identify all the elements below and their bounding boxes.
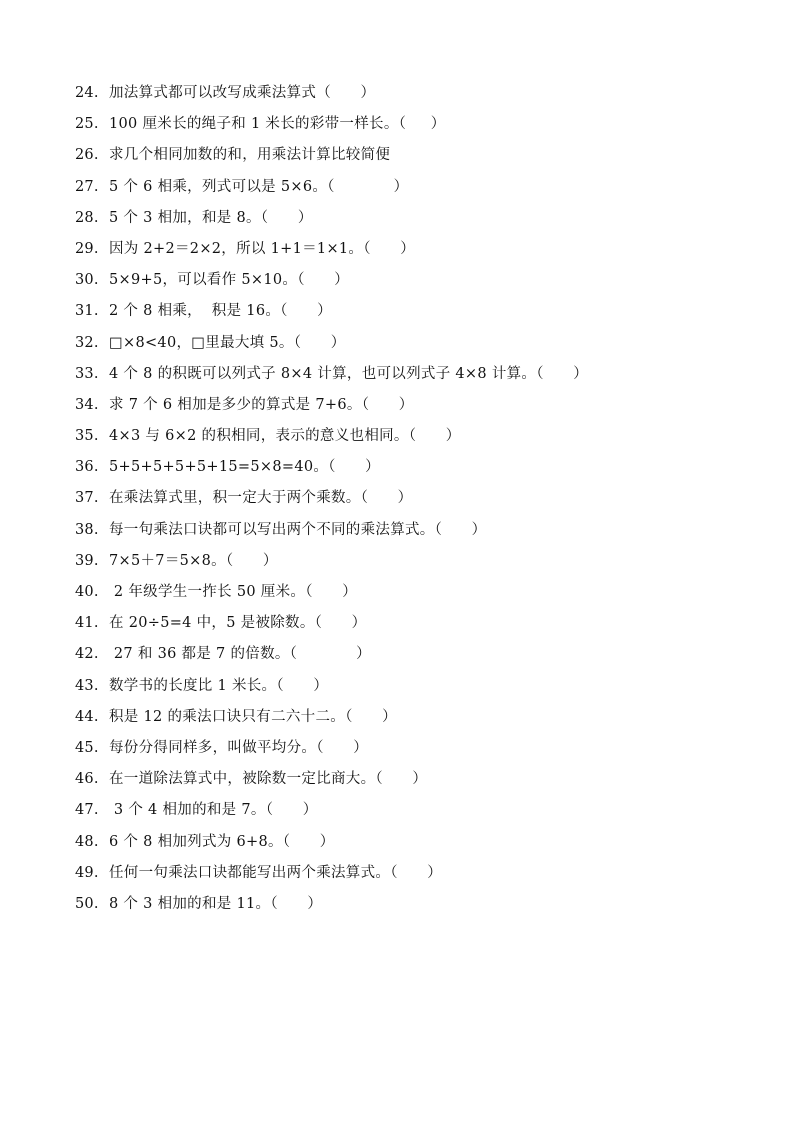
question-item <box>75 827 755 858</box>
question-item <box>75 140 755 171</box>
question-item <box>75 795 755 826</box>
question-text: 加法算式都可以改写成乘法算式（ ） <box>109 85 376 101</box>
question-text: 在乘法算式里，积一定大于两个乘数。（ ） <box>109 490 413 507</box>
question-number: 43. <box>75 677 99 694</box>
question-text: 求几个相同加数的和，用乘法计算比较简便 <box>109 147 391 164</box>
question-number: 35. <box>75 428 99 445</box>
question-number: 38. <box>75 521 99 538</box>
question-item <box>75 889 755 920</box>
question-text: 任何一句乘法口诀都能写出两个乘法算式。（ ） <box>109 864 443 881</box>
question-item <box>75 702 755 733</box>
question-item <box>75 390 755 421</box>
question-item <box>75 483 755 514</box>
question-text: 6 个 8 相加列式为 6+8。（ ） <box>109 833 335 850</box>
question-text: 5×9+5，可以看作 5×10。（ ） <box>109 272 350 289</box>
question-item <box>75 608 755 639</box>
question-item <box>75 265 755 296</box>
question-item <box>75 296 755 327</box>
question-number: 30. <box>75 272 99 289</box>
question-number: 41. <box>75 615 99 632</box>
question-number: 45. <box>75 739 99 756</box>
question-number: 29. <box>75 240 99 257</box>
question-text: 2 个 8 相乘， 积是 16。（ ） <box>109 303 332 320</box>
question-item <box>75 328 755 359</box>
question-number: 33. <box>75 365 99 382</box>
question-item <box>75 78 755 109</box>
question-item <box>75 452 755 483</box>
question-number: 24. <box>75 85 99 101</box>
question-number: 48. <box>75 833 99 850</box>
question-text: 数学书的长度比 1 米长。（ ） <box>109 677 329 694</box>
question-item <box>75 764 755 795</box>
question-item <box>75 733 755 764</box>
question-number: 28. <box>75 209 99 226</box>
question-item <box>75 172 755 203</box>
question-item <box>75 203 755 234</box>
question-text: 2 年级学生一拃长 50 厘米。（ ） <box>109 584 358 600</box>
question-number: 27. <box>75 178 99 195</box>
question-number: 46. <box>75 771 99 788</box>
question-text: 4 个 8 的积既可以列式子 8×4 计算，也可以列式子 4×8 计算。（ ） <box>109 365 589 382</box>
question-item <box>75 421 755 452</box>
question-number: 50. <box>75 895 99 912</box>
question-text: 3 个 4 相加的和是 7。（ ） <box>109 802 318 819</box>
question-number: 31. <box>75 303 99 320</box>
question-text: 每一句乘法口诀都可以写出两个不同的乘法算式。（ ） <box>109 521 487 538</box>
question-text: 在一道除法算式中，被除数一定比商大。（ ） <box>109 771 428 788</box>
question-item <box>75 515 755 546</box>
question-text: 27 和 36 都是 7 的倍数。（ ） <box>109 646 371 663</box>
question-text: 每份分得同样多，叫做平均分。（ ） <box>109 739 369 756</box>
question-text: 7×5＋7＝5×8。（ ） <box>109 552 278 569</box>
question-number: 49. <box>75 864 99 881</box>
question-text: 5 个 6 相乘，列式可以是 5×6。（ ） <box>109 178 409 195</box>
question-text: 5+5+5+5+5+15=5×8=40。（ ） <box>109 459 380 476</box>
question-item <box>75 359 755 390</box>
question-text: 求 7 个 6 相加是多少的算式是 7+6。（ ） <box>109 396 414 413</box>
question-text: 8 个 3 相加的和是 11。（ ） <box>109 895 323 912</box>
question-text: 4×3 与 6×2 的积相同，表示的意义也相同。（ ） <box>109 428 461 445</box>
question-text: 在 20÷5=4 中，5 是被除数。（ ） <box>109 615 367 632</box>
question-item <box>75 671 755 702</box>
question-number: 47. <box>75 802 99 819</box>
question-item <box>75 234 755 265</box>
question-text: 积是 12 的乘法口诀只有二六十二。（ ） <box>109 708 397 725</box>
true-false-question-list <box>75 78 755 920</box>
question-text: 100 厘米长的绳子和 1 米长的彩带一样长。（ ） <box>109 116 446 133</box>
question-number: 36. <box>75 459 99 476</box>
question-item <box>75 858 755 889</box>
question-item <box>75 639 755 670</box>
question-number: 39. <box>75 552 99 569</box>
question-number: 32. <box>75 334 99 351</box>
question-text: □×8<40，□里最大填 5。（ ） <box>109 334 346 351</box>
question-number: 37. <box>75 490 99 507</box>
question-text: 5 个 3 相加，和是 8。（ ） <box>109 209 313 226</box>
question-item <box>75 546 755 577</box>
question-number: 40. <box>75 584 99 600</box>
question-number: 44. <box>75 708 99 725</box>
question-number: 42. <box>75 646 99 663</box>
question-item <box>75 109 755 140</box>
question-number: 26. <box>75 147 99 164</box>
question-number: 25. <box>75 116 99 133</box>
question-text: 因为 2+2＝2×2，所以 1+1＝1×1。（ ） <box>109 240 416 257</box>
question-item <box>75 577 755 608</box>
question-number: 34. <box>75 396 99 413</box>
